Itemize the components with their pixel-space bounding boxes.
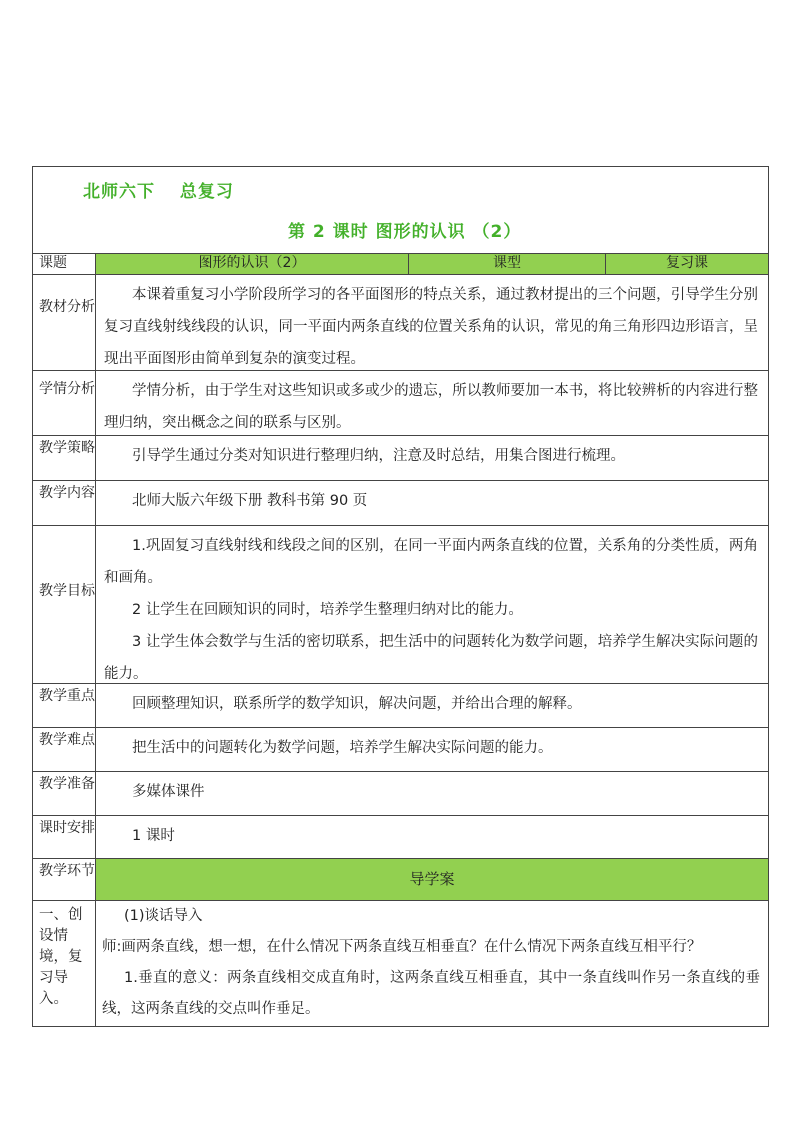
objective-3: 3 让学生体会数学与生活的密切联系，把生活中的问题转化为数学问题，培养学生解决实际问题的能力。: [104, 634, 758, 682]
section-text: 把生活中的问题转化为数学问题，培养学生解决实际问题的能力。: [132, 740, 553, 756]
section-text: 多媒体课件: [132, 784, 205, 800]
objective-2: 2 让学生在回顾知识的同时，培养学生整理归纳对比的能力。: [132, 602, 523, 618]
section-label: 教材分析: [33, 275, 96, 370]
section-difficulties: [33, 728, 768, 772]
intro-line-1: (1)谈话导入: [124, 908, 203, 924]
section-text: 学情分析，由于学生对这些知识或多或少的遗忘，所以教师要加一本书，将比较辨析的内容进行整理归纳，突出概念之间的联系与区别。: [104, 383, 758, 431]
section-text: 北师大版六年级下册 教科书第 90 页: [132, 493, 368, 509]
section-text: 本课着重复习小学阶段所学习的各平面图形的特点关系，通过教材提出的三个问题，引导学生分别复习直线射线线段的认识，同一平面内两条直线的位置关系角的认识，常见的角三角形四边形语言，呈现出平面图形由简单到复杂的演变过程。: [104, 287, 758, 367]
section-key-points: [33, 684, 768, 728]
intro-row: [33, 901, 768, 1026]
section-label: 教学策略: [33, 436, 96, 480]
section-text: 回顾整理知识，联系所学的数学知识，解决问题，并给出合理的解释。: [132, 696, 582, 712]
objective-1: 1.巩固复习直线射线和线段之间的区别，在同一平面内两条直线的位置，关系角的分类性质，两角和画角。: [104, 538, 758, 586]
section-preparation: [33, 772, 768, 816]
guide-label: 教学环节: [33, 859, 96, 900]
section-learner-analysis: [33, 371, 768, 436]
section-label: 教学目标: [33, 526, 96, 683]
section-text: 引导学生通过分类对知识进行整理归纳，注意及时总结，用集合图进行梳理。: [132, 448, 625, 464]
section-label: 教学难点: [33, 728, 96, 771]
lesson-title: 第 2 课时 图形的认识 （2）: [288, 222, 522, 242]
section-label: 学情分析: [33, 371, 96, 435]
section-label: 教学内容: [33, 481, 96, 525]
lesson-type-label: 课型: [409, 254, 606, 274]
section-label: 教学准备: [33, 772, 96, 815]
section-schedule: [33, 816, 768, 859]
guide-title: 导学案: [96, 859, 768, 900]
subject-row: [33, 254, 768, 275]
subject-label: 课题: [33, 254, 96, 274]
table-header: [33, 167, 768, 254]
section-label: 课时安排: [33, 816, 96, 858]
course-title: 北师六下 总复习: [83, 182, 234, 202]
section-label: 教学重点: [33, 684, 96, 727]
lesson-type-value: 复习课: [606, 254, 768, 274]
section-content: [33, 481, 768, 526]
section-objectives: [33, 526, 768, 684]
intro-line-3: 1.垂直的意义：两条直线相交成直角时，这两条直线互相垂直，其中一条直线叫作另一条直线的垂线，这两条直线的交点叫作垂足。: [102, 970, 760, 1017]
intro-line-2: 师:画两条直线，想一想，在什么情况下两条直线互相垂直？在什么情况下两条直线互相平行？: [102, 939, 702, 955]
guide-row: [33, 859, 768, 901]
subject-title: 图形的认识（2）: [96, 254, 409, 274]
lesson-plan-table: [32, 166, 769, 1027]
section-text: 1 课时: [132, 828, 175, 844]
section-material-analysis: [33, 275, 768, 371]
section-strategy: [33, 436, 768, 481]
intro-label: 一、创设情境，复习导入。: [33, 901, 96, 1026]
